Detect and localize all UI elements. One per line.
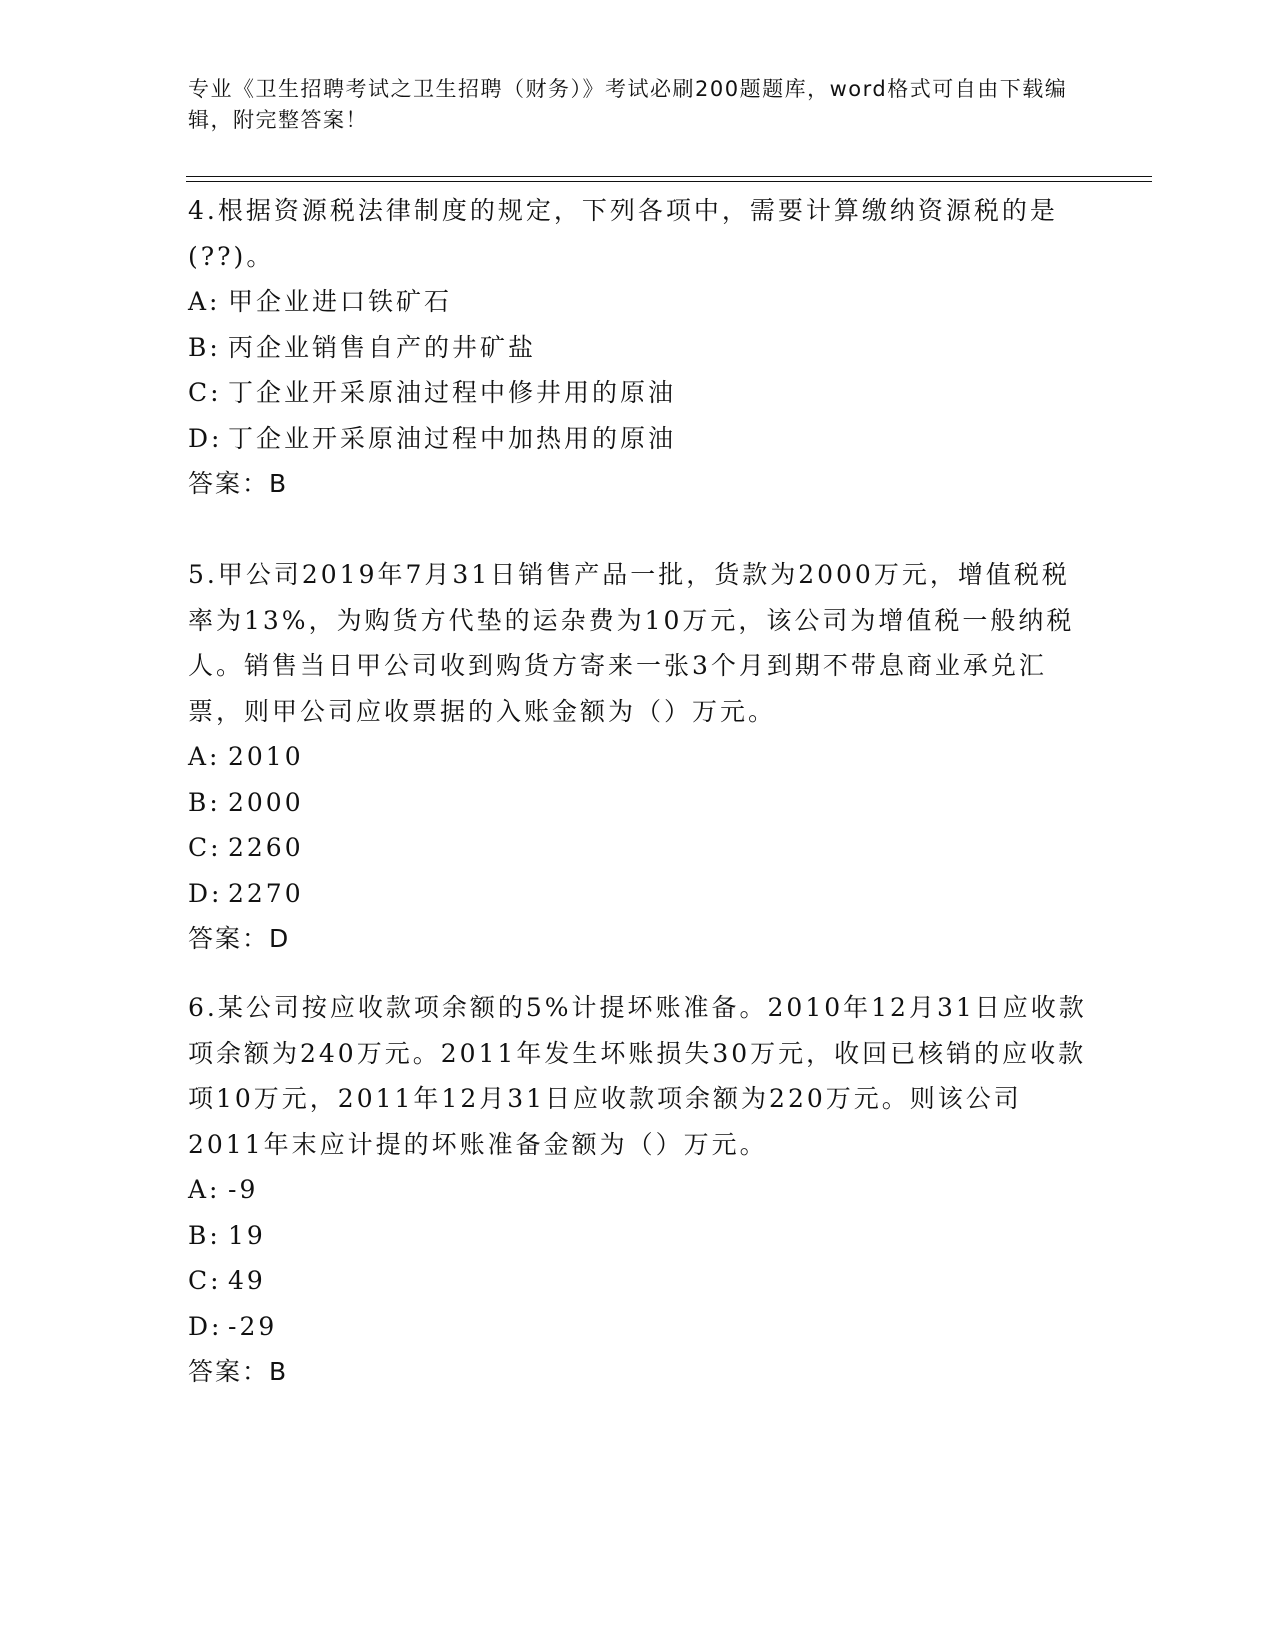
question-stem: 4.根据资源税法律制度的规定，下列各项中，需要计算缴纳资源税的是(??)。: [188, 196, 1058, 271]
option-a: [188, 279, 1088, 325]
option-key: C:: [188, 833, 222, 862]
option-text: 甲企业进口铁矿石: [228, 287, 453, 316]
option-key: A:: [188, 287, 221, 316]
answer-line: 答案：D: [188, 924, 291, 953]
option-key: A:: [188, 1175, 221, 1204]
question-block: [188, 985, 1088, 1395]
option-key: C:: [188, 1266, 222, 1295]
option-text: 2260: [228, 833, 304, 862]
option-text: 2010: [228, 742, 304, 771]
option-a: [188, 1167, 1088, 1213]
option-text: 丁企业开采原油过程中加热用的原油: [228, 423, 677, 453]
option-key: C:: [188, 378, 222, 407]
option-text: 2270: [228, 878, 304, 908]
option-text: 丙企业销售自产的井矿盐: [228, 332, 537, 362]
option-text: 丁企业开采原油过程中修井用的原油: [228, 378, 677, 407]
header-divider-top: [186, 176, 1152, 177]
question-block: [188, 552, 1088, 962]
option-c: [188, 825, 1088, 871]
answer-line: 答案：B: [188, 1357, 289, 1386]
option-a: [188, 734, 1088, 780]
option-text: -29: [228, 1311, 278, 1341]
option-key: D:: [188, 1311, 223, 1341]
header-divider-bottom: [186, 181, 1152, 182]
question-stem: 6.某公司按应收款项余额的5%计提坏账准备。2010年12月31日应收款项余额为240万元。2011年发生坏账损失30万元，收回已核销的应收款项10万元，2011年12月31日应收款项余额为220万元。则该公司2011年末应计提的坏账准备金额为（）万元。: [188, 993, 1087, 1159]
option-key: D:: [188, 878, 223, 908]
option-b: [188, 1213, 1088, 1259]
option-key: B:: [188, 332, 221, 362]
option-b: [188, 780, 1088, 826]
option-key: D:: [188, 423, 223, 453]
option-d: [188, 416, 1088, 462]
option-text: 19: [228, 1220, 266, 1250]
option-c: [188, 1258, 1088, 1304]
option-text: 2000: [228, 787, 304, 817]
document-header: 专业《卫生招聘考试之卫生招聘（财务）》考试必刷200题题库，word格式可自由下载编辑，附完整答案！: [188, 77, 1068, 132]
option-text: -9: [228, 1175, 259, 1204]
option-key: B:: [188, 787, 221, 817]
question-block: [188, 188, 1088, 507]
option-key: A:: [188, 742, 221, 771]
option-key: B:: [188, 1220, 221, 1250]
option-d: [188, 871, 1088, 917]
option-c: [188, 370, 1088, 416]
option-b: [188, 325, 1088, 371]
option-text: 49: [228, 1266, 266, 1295]
answer-line: 答案：B: [188, 469, 289, 498]
option-d: [188, 1304, 1088, 1350]
question-stem: 5.甲公司2019年7月31日销售产品一批，货款为2000万元，增值税税率为13%，为购货方代垫的运杂费为10万元，该公司为增值税一般纳税人。销售当日甲公司收到购货方寄来一张3个月到期不带息商业承兑汇票，则甲公司应收票据的入账金额为（）万元。: [188, 560, 1075, 726]
